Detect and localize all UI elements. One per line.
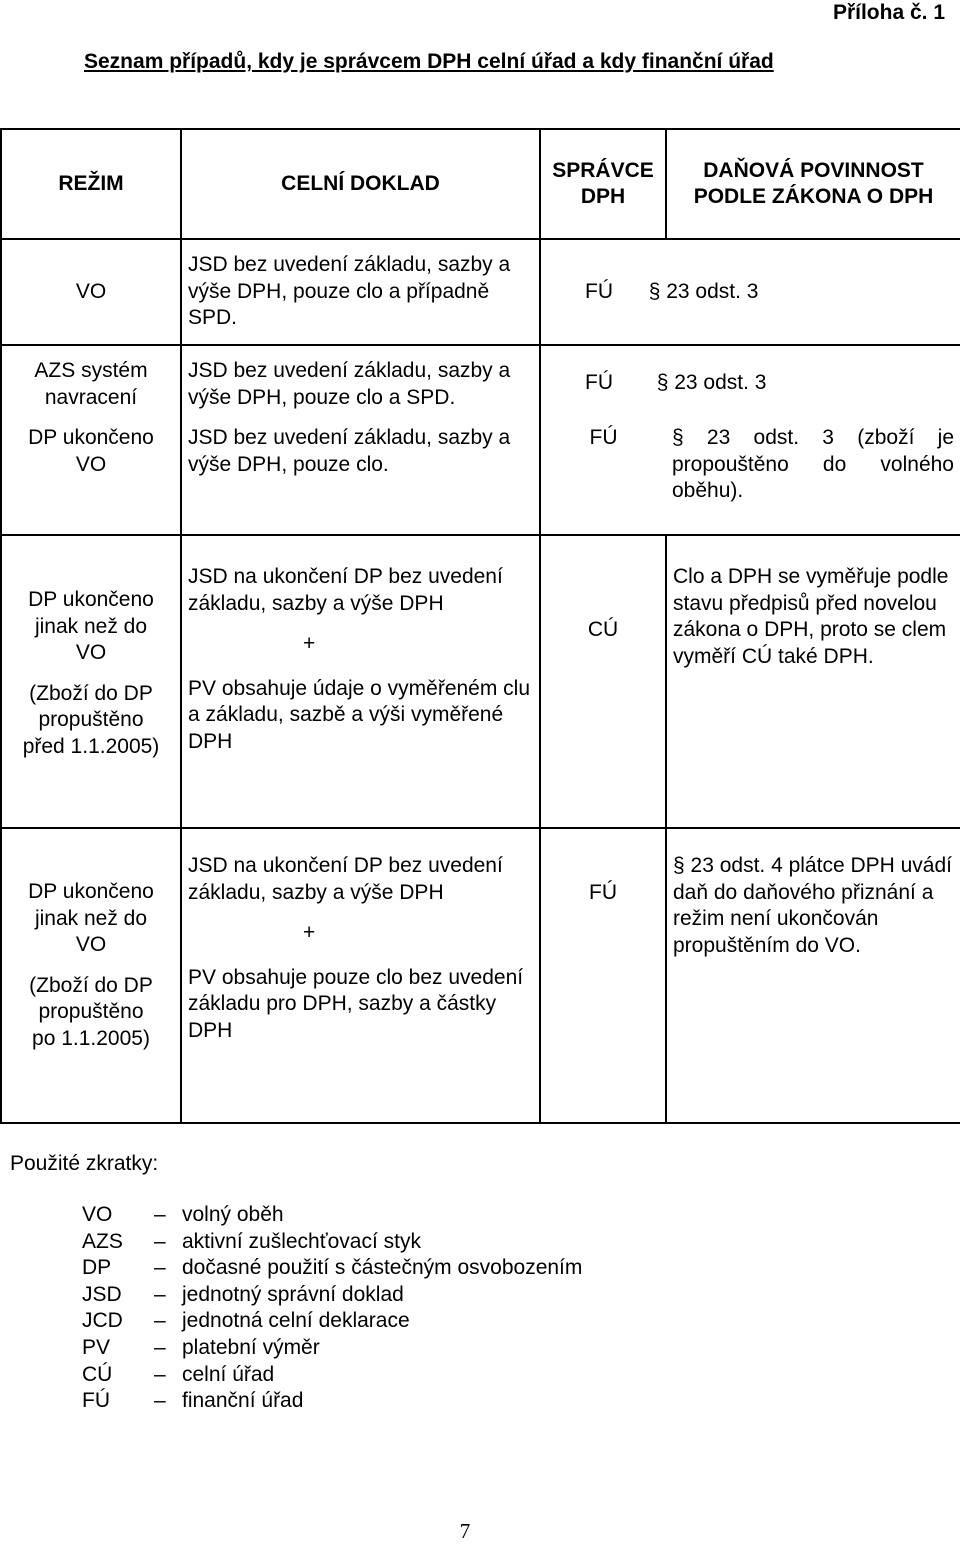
administrator-cell: CÚ: [540, 535, 666, 828]
abbreviation-item: VO – volný oběh: [82, 1203, 284, 1226]
plus-sign: +: [303, 921, 316, 944]
administrator-cell: FÚ: [540, 425, 666, 535]
abbreviation-item: JCD – jednotná celní deklarace: [82, 1309, 410, 1333]
table-row: [1, 239, 960, 345]
admin-obligation-cell: [540, 239, 960, 345]
obligation-value: § 23 odst. 3: [648, 279, 759, 303]
table-row: [1, 345, 960, 425]
mode-cell: VO: [1, 239, 181, 345]
document-cell: JSD bez uvedení základu, sazby a výše DPH, pouze clo a SPD.: [181, 345, 540, 425]
header-cell-obligation: DAŇOVÁ POVINNOST PODLE ZÁKONA O DPH: [666, 129, 960, 239]
abbreviations-title: Použité zkratky:: [10, 1152, 159, 1175]
obligation-value: § 23 odst. 3: [656, 371, 767, 394]
vat-administrator-table: [0, 128, 960, 1124]
attachment-label: Příloha č. 1: [832, 1, 945, 24]
administrator-value: FÚ: [585, 279, 613, 303]
mode-cell: AZS systém navracení: [1, 345, 181, 425]
obligation-cell: Clo a DPH se vyměřuje podle stavu předpisů před novelou zákona o DPH, proto se clem vyměří CÚ také DPH.: [666, 535, 960, 828]
mode-cell: DP ukončeno jinak než do VO (Zboží do DP propuštěno po 1.1.2005): [1, 828, 181, 1123]
page-number: 7: [459, 1519, 471, 1543]
table-row: [1, 828, 960, 1123]
abbreviation-item: CÚ – celní úřad: [82, 1362, 275, 1386]
header-cell-administrator: SPRÁVCE DPH: [540, 129, 666, 239]
abbreviation-item: FÚ – finanční úřad: [82, 1389, 304, 1413]
document-cell: JSD bez uvedení základu, sazby a výše DPH, pouze clo a případně SPD.: [181, 239, 540, 345]
abbreviation-item: DP – dočasné použití s částečným osvobozením: [82, 1256, 583, 1280]
table-row: [1, 535, 960, 828]
plus-sign: +: [303, 632, 316, 655]
document-cell: JSD na ukončení DP bez uvedení základu, sazby a výše DPH + PV obsahuje údaje o vyměřeném clu a základu, sazbě a výši vyměřené DPH: [181, 535, 540, 828]
abbreviation-item: AZS – aktivní zušlechťovací styk: [82, 1229, 421, 1253]
document-cell: JSD na ukončení DP bez uvedení základu, sazby a výše DPH + PV obsahuje pouze clo bez uvedení základu pro DPH, sazby a částky DPH: [181, 828, 540, 1123]
admin-obligation-cell: [540, 345, 960, 425]
header-cell-document: CELNÍ DOKLAD: [181, 129, 540, 239]
abbreviation-item: PV – platební výměr: [82, 1335, 320, 1359]
obligation-cell: § 23 odst. 4 plátce DPH uvádí daň do daňového přiznání a režim není ukončován propuštěním do VO.: [666, 828, 960, 1123]
mode-cell: DP ukončeno jinak než do VO (Zboží do DP propuštěno před 1.1.2005): [1, 535, 181, 828]
obligation-cell: § 23 odst. 3 (zboží je propouštěno do volného oběhu).: [666, 425, 960, 535]
table-header-row: [1, 129, 960, 239]
document-cell: JSD bez uvedení základu, sazby a výše DPH, pouze clo.: [181, 425, 540, 535]
administrator-cell: FÚ: [540, 828, 666, 1123]
table-row: [1, 425, 960, 535]
document-title: Seznam případů, kdy je správcem DPH celní úřad a kdy finanční úřad: [84, 50, 774, 73]
header-cell-mode: REŽIM: [1, 129, 181, 239]
abbreviations-list: [82, 1202, 582, 1415]
abbreviation-item: JSD – jednotný správní doklad: [82, 1282, 404, 1306]
mode-cell: DP ukončeno VO: [1, 425, 181, 535]
administrator-value: FÚ: [585, 371, 613, 394]
